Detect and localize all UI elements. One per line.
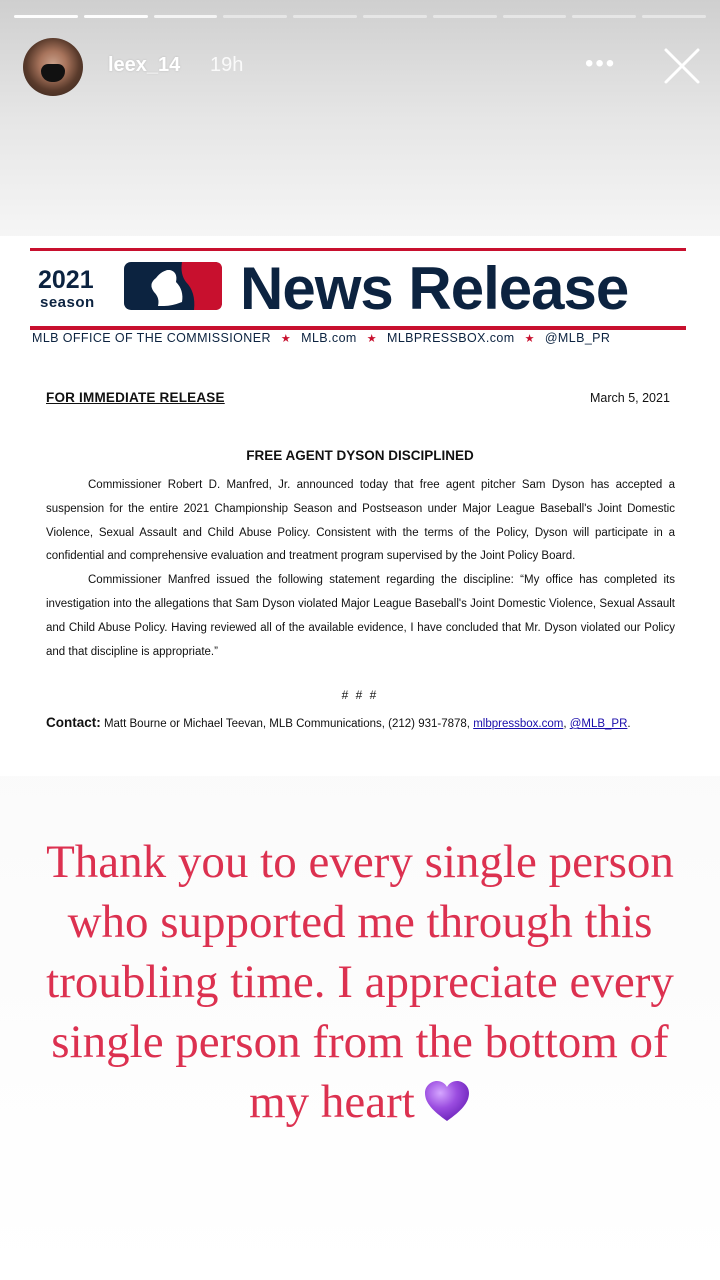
contact-line [46,715,631,730]
progress-segment [363,15,427,18]
release-headline: FREE AGENT DYSON DISCIPLINED [246,448,474,463]
contact-separator: , [563,718,570,730]
progress-segment [84,15,148,18]
office-item: MLB.com [301,331,357,345]
mlb-pr-link[interactable]: @MLB_PR [569,718,628,730]
progress-segment [293,15,357,18]
office-item: MLBPRESSBOX.com [387,331,515,345]
contact-end: . [627,718,631,730]
avatar[interactable] [23,38,83,96]
ellipsis-icon[interactable]: ••• [585,50,617,77]
header-rule [30,248,686,251]
post-time: 19h [210,54,244,76]
star-icon: ★ [280,333,292,345]
header-rule [30,326,686,330]
news-release-image [0,236,720,776]
progress-segment [433,15,497,18]
release-paragraph: Commissioner Manfred issued the following statement regarding the discipline: “My office has completed its investigation into the allegations that Sam Dyson violated Major League Baseball's Joint Domestic Violence, Sexual Assault and Child Abuse Policy. Having reviewed all of the available evidence, I have concluded that Mr. Dyson violated our Policy and that discipline is appropriate.” [46,574,675,658]
purple-heart-icon [423,1079,471,1123]
username[interactable]: leex_14 [108,54,181,76]
progress-segment [503,15,567,18]
progress-segment [572,15,636,18]
star-icon: ★ [366,333,377,345]
star-icon: ★ [524,333,535,345]
progress-segment [223,15,287,18]
office-item: MLB OFFICE OF THE COMMISSIONER [32,331,271,345]
release-body [46,474,675,664]
season-label: season [40,294,95,311]
progress-segment [14,15,78,18]
office-bar [32,331,610,345]
story-caption [30,832,690,1132]
close-icon[interactable] [660,44,704,88]
release-date: March 5, 2021 [590,391,670,405]
contact-label: Contact: [46,715,101,730]
news-release-title: News Release [240,255,629,322]
immediate-release-label: FOR IMMEDIATE RELEASE [46,390,225,405]
mlbpressbox-link[interactable]: mlbpressbox.com [473,718,564,730]
end-marker: # # # [341,688,379,702]
season-year: 2021 [38,266,94,294]
progress-segment [642,15,706,18]
avatar-mask [41,64,65,82]
contact-text: Matt Bourne or Michael Teevan, MLB Communications, (212) 931-7878, [100,718,474,730]
progress-segment-current [154,15,218,18]
release-paragraph: Commissioner Robert D. Manfred, Jr. announced today that free agent pitcher Sam Dyson has accepted a suspension for the entire 2021 Championship Season and Postseason under Major League Baseball's Joint Domestic Violence, Sexual Assault and Child Abuse Policy. Consistent with the terms of the Policy, Dyson will participate in a confidential and comprehensive evaluation and treatment program supervised by the Joint Policy Board. [46,479,675,563]
office-item: @MLB_PR [544,331,611,345]
mlb-logo-icon [124,262,222,310]
story-progress-bar [14,15,706,19]
caption-text: Thank you to every single person who supported me through this troubling time. I appreciate every single person from the bottom of my heart [46,836,674,1128]
